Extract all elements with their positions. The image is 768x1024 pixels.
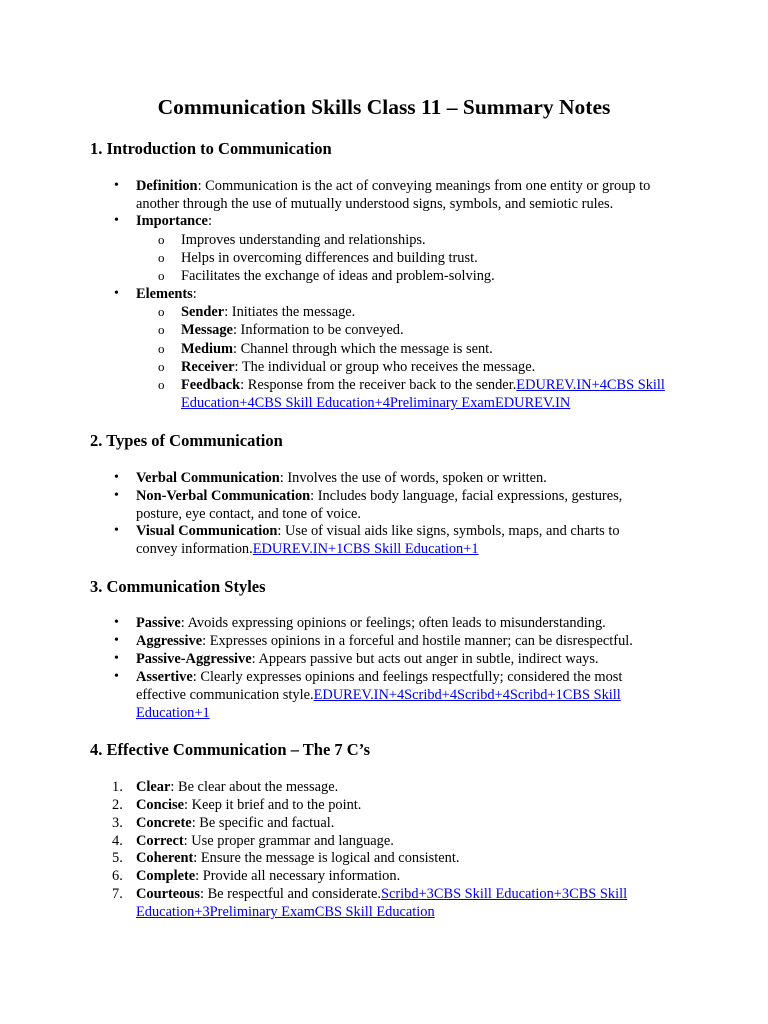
list-number: 5. <box>112 850 123 866</box>
source-link[interactable]: EDUREV.IN+4CBS Skill Education+4CBS Skill Education+4Preliminary ExamEDUREV.IN <box>181 377 665 412</box>
sub-bullet-marker: o <box>158 268 165 283</box>
list-item-coherent <box>136 849 676 867</box>
term-text: : Channel through which the message is sent. <box>232 341 493 357</box>
term-label: Message <box>181 322 233 338</box>
term-label: Coherent <box>136 850 194 866</box>
sub-bullet-marker: o <box>158 341 165 356</box>
term-label: Clear <box>136 779 171 795</box>
term-label: Courteous <box>136 886 200 902</box>
section-heading-styles: 3. Communication Styles <box>90 577 266 596</box>
sub-bullet-marker: o <box>158 377 165 392</box>
term-text: : Includes body language, facial expressions, gestures, posture, eye contact, and tone of voice. <box>136 488 623 523</box>
sub-list-item-feedback <box>181 376 671 412</box>
term-text: : The individual or group who receives the message. <box>234 359 536 375</box>
source-link[interactable]: EDUREV.IN+4Scribd+4Scribd+4Scribd+1CBS Skill Education+1 <box>136 687 621 722</box>
term-label: Importance <box>136 213 208 229</box>
term-label: Definition <box>136 178 198 194</box>
term-text: : Keep it brief and to the point. <box>183 797 362 813</box>
term-label: Passive <box>136 615 181 631</box>
term-text: : Be specific and factual. <box>191 815 335 831</box>
sub-list-item-medium <box>181 340 681 358</box>
term-text: : Be respectful and considerate. <box>199 886 381 902</box>
term-label: Feedback <box>181 377 241 393</box>
term-text: : Involves the use of words, spoken or written. <box>279 470 547 486</box>
sub-bullet-marker: o <box>158 250 165 265</box>
sub-list-item: Facilitates the exchange of ideas and problem-solving. <box>181 268 495 284</box>
list-number: 7. <box>112 886 123 902</box>
page-title: Communication Skills Class 11 – Summary Notes <box>157 95 611 119</box>
list-item-correct <box>136 832 676 850</box>
list-item-elements <box>136 285 676 303</box>
list-item-concise <box>136 796 676 814</box>
term-text: : Response from the receiver back to the sender. <box>240 377 517 393</box>
term-label: Passive-Aggressive <box>136 651 252 667</box>
list-item-visual <box>136 522 656 558</box>
term-label: Aggressive <box>136 633 203 649</box>
term-text: : Avoids expressing opinions or feelings; often leads to misunderstanding. <box>180 615 606 631</box>
bullet-marker: • <box>114 178 119 193</box>
sub-list-item-message <box>181 321 681 339</box>
list-item-assertive <box>136 668 656 723</box>
section-heading-types: 2. Types of Communication <box>90 431 283 450</box>
bullet-marker: • <box>114 286 119 301</box>
term-text: : Provide all necessary information. <box>195 868 401 884</box>
source-link[interactable]: EDUREV.IN+1CBS Skill Education+1 <box>252 541 479 558</box>
term-text: : Appears passive but acts out anger in subtle, indirect ways. <box>251 651 599 667</box>
sub-bullet-marker: o <box>158 232 165 247</box>
term-label: Correct <box>136 833 184 849</box>
list-number: 2. <box>112 797 123 813</box>
bullet-marker: • <box>114 523 119 538</box>
list-item-verbal <box>136 469 676 487</box>
term-label: Assertive <box>136 669 193 685</box>
sub-list-item-sender <box>181 303 681 321</box>
bullet-marker: • <box>114 615 119 630</box>
sub-bullet-marker: o <box>158 359 165 374</box>
bullet-marker: • <box>114 633 119 648</box>
list-number: 4. <box>112 833 123 849</box>
sub-list-item-receiver <box>181 358 681 376</box>
list-item-importance <box>136 212 676 230</box>
list-item-aggressive <box>136 632 676 650</box>
section-heading-seven-cs: 4. Effective Communication – The 7 C’s <box>90 740 371 759</box>
list-item-passive <box>136 614 676 632</box>
list-number: 1. <box>112 779 123 795</box>
sub-list-item: Improves understanding and relationships. <box>181 232 426 248</box>
term-label: Elements <box>136 286 193 302</box>
term-label: Sender <box>181 304 225 320</box>
term-text: : Use of visual aids like signs, symbols, maps, and charts to convey information. <box>136 523 620 558</box>
section-heading-introduction: 1. Introduction to Communication <box>90 139 332 158</box>
term-text: : Be clear about the message. <box>170 779 339 795</box>
bullet-marker: • <box>114 669 119 684</box>
term-text: : Ensure the message is logical and consistent. <box>193 850 460 866</box>
term-label: Complete <box>136 868 196 884</box>
term-label: Receiver <box>181 359 235 375</box>
sub-list-item: Helps in overcoming differences and building trust. <box>181 250 478 266</box>
list-item-courteous <box>136 885 661 921</box>
bullet-marker: • <box>114 470 119 485</box>
term-label: Concrete <box>136 815 192 831</box>
term-label: Visual Communication <box>136 523 278 539</box>
term-text: : Expresses opinions in a forceful and hostile manner; can be disrespectful. <box>202 633 633 649</box>
bullet-marker: • <box>114 488 119 503</box>
list-item-complete <box>136 867 676 885</box>
bullet-marker: • <box>114 213 119 228</box>
term-text: : Information to be conveyed. <box>232 322 404 338</box>
list-item-clear <box>136 778 676 796</box>
list-number: 3. <box>112 815 123 831</box>
term-text: : Use proper grammar and language. <box>183 833 394 849</box>
term-text: : Communication is the act of conveying meanings from one entity or group to another through the use of mutually understood signs, symbols, and semiotic rules. <box>136 178 651 213</box>
bullet-marker: • <box>114 651 119 666</box>
term-text: : Initiates the message. <box>224 304 356 320</box>
term-label: Concise <box>136 797 184 813</box>
term-text: : Clearly expresses opinions and feelings respectfully; considered the most effective communication style. <box>136 669 623 704</box>
term-colon: : <box>192 286 197 302</box>
term-label: Verbal Communication <box>136 470 280 486</box>
list-item-definition <box>136 177 676 213</box>
list-item-passive-aggressive <box>136 650 676 668</box>
source-link[interactable]: Scribd+3CBS Skill Education+3CBS Skill Education+3Preliminary ExamCBS Skill Education <box>136 886 628 921</box>
sub-bullet-marker: o <box>158 304 165 319</box>
term-label: Non-Verbal Communication <box>136 488 311 504</box>
term-label: Medium <box>181 341 233 357</box>
sub-bullet-marker: o <box>158 322 165 337</box>
term-colon: : <box>207 213 212 229</box>
list-number: 6. <box>112 868 123 884</box>
list-item-concrete <box>136 814 676 832</box>
list-item-non-verbal <box>136 487 656 523</box>
